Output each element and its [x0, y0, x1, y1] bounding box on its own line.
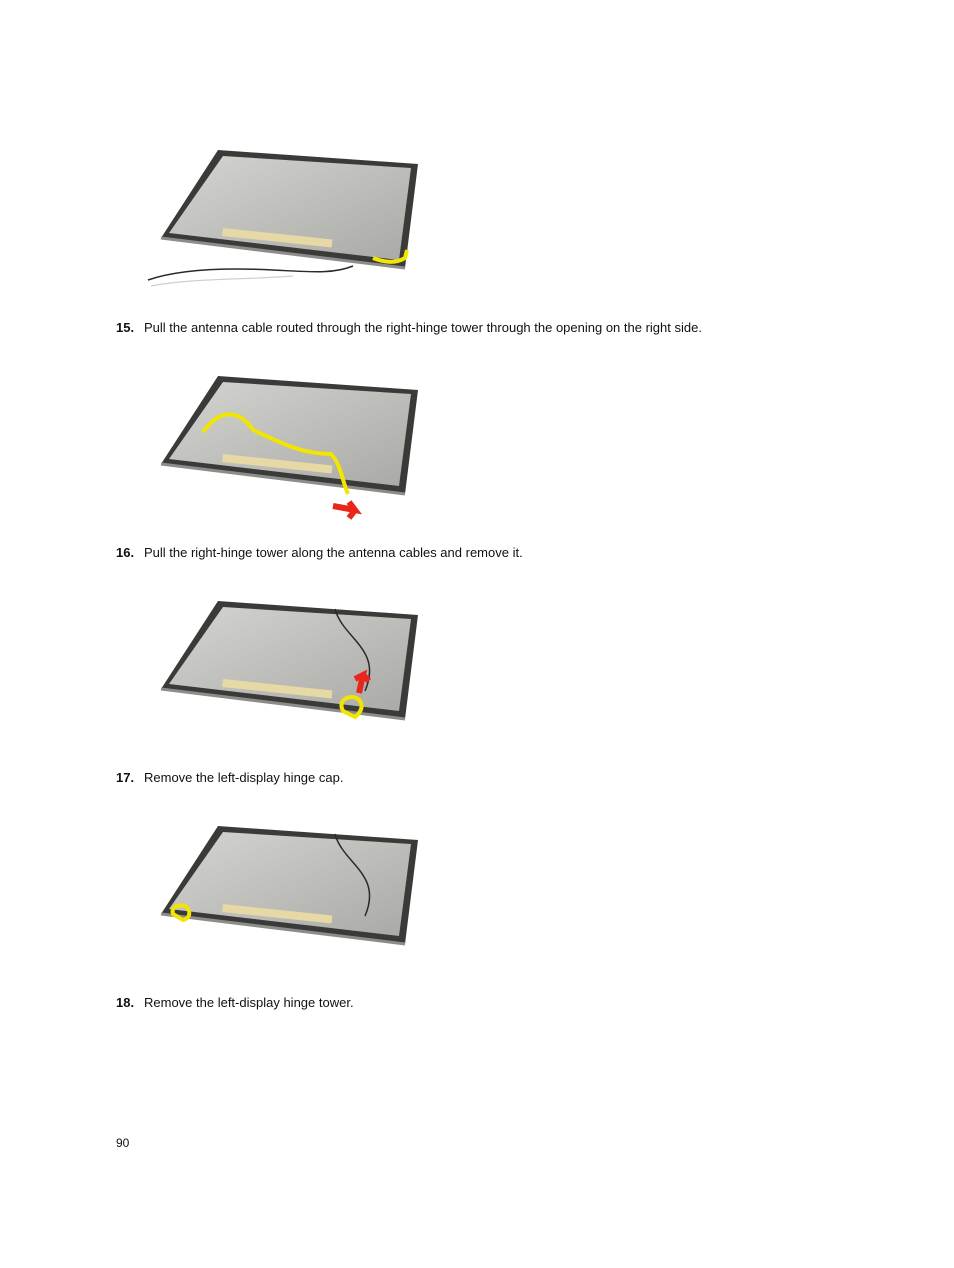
step-16 — [116, 545, 523, 561]
step-15 — [116, 320, 702, 336]
step-number: 17. — [116, 770, 135, 785]
step-text: Remove the left-display hinge tower. — [144, 995, 354, 1010]
figure-right-hinge-cap-removed — [143, 118, 433, 308]
step-number: 15. — [116, 320, 135, 335]
figure-left-hinge-cap — [143, 794, 433, 984]
red-arrow-icon — [333, 502, 355, 518]
step-17 — [116, 770, 343, 786]
step-number: 16. — [116, 545, 135, 560]
step-18 — [116, 995, 354, 1011]
step-text: Pull the antenna cable routed through the right-hinge tower through the opening on the right side. — [144, 320, 702, 335]
step-text: Pull the right-hinge tower along the antenna cables and remove it. — [144, 545, 523, 560]
figure-right-hinge-tower-removed — [143, 569, 433, 759]
page-number: 90 — [116, 1136, 130, 1150]
figure-antenna-cable-pulled — [143, 344, 433, 534]
step-text: Remove the left-display hinge cap. — [144, 770, 344, 785]
step-number: 18. — [116, 995, 135, 1010]
